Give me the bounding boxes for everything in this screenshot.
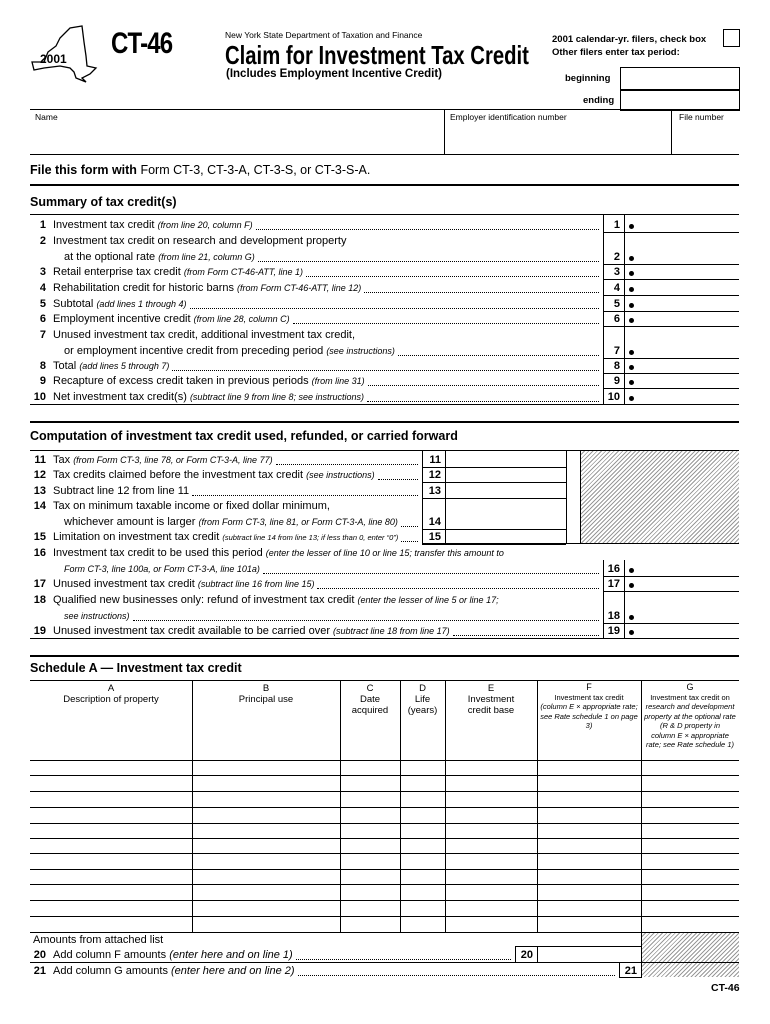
column-letter: E (487, 683, 495, 694)
schedule-a-cell[interactable] (341, 901, 400, 916)
schedule-a-cell[interactable] (31, 870, 192, 884)
schedule-a-cell[interactable] (341, 808, 400, 823)
schedule-a-cell[interactable] (642, 901, 739, 916)
leader-dots (453, 627, 599, 636)
amount-field-line-9[interactable] (624, 373, 739, 387)
line-number: 16 (33, 547, 46, 559)
line-note: (from Form CT-3, line 81, or Form CT-3-A, line 80) (198, 517, 398, 527)
schedule-a-cell[interactable] (341, 824, 400, 838)
line-label (64, 251, 255, 263)
line-label (53, 266, 303, 278)
line-number: 15 (33, 531, 46, 543)
box-number: 8 (613, 360, 620, 372)
box-number: 14 (428, 516, 441, 528)
agency-name: New York State Department of Taxation and Finance (225, 30, 423, 40)
column-caption: (years) (407, 705, 438, 716)
hatched-area-line21-g (642, 963, 739, 977)
leader-dots (298, 967, 615, 976)
line-note: (enter the lesser of line 5 or line 17; (357, 595, 499, 605)
column-caption: Investment (467, 694, 515, 705)
box-number: 4 (613, 282, 620, 294)
amount-field-line-8[interactable] (624, 358, 739, 372)
amount-field-line-1[interactable] (624, 217, 739, 231)
schedule-a-cell[interactable] (341, 870, 400, 884)
line-label (53, 235, 347, 247)
schedule-a-cell[interactable] (193, 870, 340, 884)
schedule-a-cell[interactable] (642, 776, 739, 791)
box-number: 18 (607, 610, 620, 622)
leader-dots (364, 284, 599, 293)
line-text: Subtract line 12 from line 11 (53, 485, 190, 497)
schedule-a-cell[interactable] (538, 917, 641, 932)
line-note: (subtract line 16 from line 15) (197, 579, 315, 589)
leader-dots (276, 456, 418, 465)
schedule-a-cell[interactable] (341, 839, 400, 853)
schedule-a-cell[interactable] (401, 824, 445, 838)
line-text: Investment tax credit to be used this period (53, 547, 263, 559)
schedule-a-cell[interactable] (642, 917, 739, 932)
line-text: Tax credits claimed before the investment tax credit (53, 469, 304, 481)
line-label (53, 531, 398, 543)
line-label (64, 516, 398, 528)
schedule-a-cell[interactable] (446, 901, 537, 916)
line-number: 8 (39, 360, 46, 372)
form-year: 2001 (40, 52, 67, 66)
line-number: 2 (39, 235, 46, 247)
box-number: 5 (613, 298, 620, 310)
column-caption: (R & D property in (659, 721, 721, 730)
schedule-a-cell[interactable] (401, 854, 445, 869)
name-label: Name (35, 112, 58, 122)
leader-dots (306, 268, 599, 277)
amount-field-line-16[interactable] (624, 561, 739, 575)
schedule-a-cell[interactable] (193, 761, 340, 775)
line-number: 11 (34, 454, 46, 466)
file-number-field[interactable] (672, 110, 739, 154)
line-label (53, 454, 273, 466)
attached-list-label: Amounts from attached list (33, 934, 164, 946)
line-text: Total (53, 360, 77, 372)
file-with-note (30, 163, 370, 177)
line-text: Investment tax credit (53, 219, 155, 231)
line-note: (from Form CT-46-ATT, line 12) (237, 283, 362, 293)
schedule-a-cell[interactable] (538, 870, 641, 884)
line-text: Add column F amounts (53, 949, 167, 961)
column-letter: D (419, 683, 426, 694)
hatched-area-computation (581, 451, 739, 543)
line-text: Unused investment tax credit (53, 578, 195, 590)
column-letter: A (107, 683, 115, 694)
line-label (53, 949, 293, 961)
line-note: (from line 20, column F) (157, 220, 253, 230)
line-text: Unused investment tax credit, additional investment tax credit, (53, 329, 356, 341)
schedule-a-cell[interactable] (401, 761, 445, 775)
ending-label: ending (583, 95, 615, 106)
column-caption: research and development (645, 702, 735, 711)
amount-field-line-20[interactable] (537, 947, 641, 961)
line-label (64, 563, 260, 575)
schedule-a-cell[interactable] (341, 885, 400, 900)
line-note: (see instructions) (306, 470, 375, 480)
leader-dots (258, 253, 599, 262)
line-number: 21 (33, 965, 46, 977)
schedule-a-cell[interactable] (341, 854, 400, 869)
line-text: Subtotal (53, 298, 94, 310)
schedule-a-cell[interactable] (446, 885, 537, 900)
line-label (53, 219, 253, 231)
amount-field-line-17[interactable] (624, 576, 739, 590)
summary-heading: Summary of tax credit(s) (30, 195, 177, 209)
form-subtitle: (Includes Employment Incentive Credit) (226, 68, 442, 80)
amount-field-line-13[interactable] (445, 483, 566, 497)
box-number: 15 (428, 531, 441, 543)
line-note: see instructions) (64, 611, 130, 621)
schedule-a-cell[interactable] (446, 917, 537, 932)
schedule-a-cell[interactable] (193, 885, 340, 900)
line-label (53, 547, 504, 559)
schedule-a-cell[interactable] (401, 808, 445, 823)
schedule-a-cell[interactable] (642, 761, 739, 775)
line-text: Recapture of excess credit taken in previous periods (53, 375, 309, 387)
amount-field-line-12[interactable] (445, 467, 566, 481)
box-number: 17 (607, 578, 620, 590)
line-number: 20 (33, 949, 46, 961)
column-caption: (column E × appropriate rate; (540, 702, 638, 711)
beginning-label: beginning (565, 73, 611, 84)
line-note: (from line 28, column C) (193, 314, 290, 324)
leader-dots (401, 533, 418, 542)
column-header-d (400, 683, 445, 716)
line-text: whichever amount is larger (64, 516, 196, 528)
line-number: 5 (39, 298, 46, 310)
line-text: Retail enterprise tax credit (53, 266, 181, 278)
box-number: 11 (429, 454, 441, 466)
leader-dots (367, 393, 599, 402)
line-label (53, 578, 314, 590)
line-text: at the optional rate (64, 251, 156, 263)
schedule-a-cell[interactable] (193, 839, 340, 853)
column-caption: Life (414, 694, 431, 705)
line-label (53, 469, 375, 481)
schedule-a-cell[interactable] (31, 792, 192, 807)
schedule-a-cell[interactable] (446, 792, 537, 807)
amount-field-line-18[interactable] (624, 608, 739, 622)
schedule-a-cell[interactable] (31, 901, 192, 916)
line-note: Form CT-3, line 100a, or Form CT-3-A, line 101a) (64, 564, 260, 574)
schedule-a-cell[interactable] (31, 854, 192, 869)
schedule-a-cell[interactable] (538, 776, 641, 791)
line-number: 6 (39, 313, 46, 325)
line-label (53, 594, 499, 606)
box-number: 1 (613, 219, 620, 231)
column-caption: acquired (351, 705, 389, 716)
leader-dots (401, 518, 418, 527)
line-number: 17 (33, 578, 46, 590)
line-number: 14 (33, 500, 46, 512)
schedule-a-cell[interactable] (642, 808, 739, 823)
schedule-a-cell[interactable] (31, 776, 192, 791)
box-number: 20 (520, 949, 533, 961)
schedule-a-cell[interactable] (446, 854, 537, 869)
schedule-a-cell[interactable] (538, 761, 641, 775)
line-text: Employment incentive credit (53, 313, 191, 325)
schedule-a-cell[interactable] (642, 824, 739, 838)
amount-field-line-10[interactable] (624, 389, 739, 403)
column-caption: Principal use (238, 694, 294, 705)
schedule-a-cell[interactable] (538, 854, 641, 869)
schedule-a-cell[interactable] (446, 839, 537, 853)
leader-dots (296, 951, 511, 960)
schedule-a-cell[interactable] (341, 917, 400, 932)
line-text: Add column G amounts (53, 965, 168, 977)
column-caption: see Rate schedule 1 on page 3) (540, 711, 638, 730)
line-label (64, 345, 395, 357)
line-note: (from Form CT-3, line 78, or Form CT-3-A, line 77) (73, 455, 273, 465)
column-caption: property at the optional rate (644, 711, 736, 721)
line-text: Unused investment tax credit available to be carried over (53, 625, 330, 637)
schedule-a-cell[interactable] (538, 808, 641, 823)
file-with-forms: Form CT-3, CT-3-A, CT-3-S, or CT-3-S-A. (140, 163, 371, 177)
line-label (53, 375, 365, 387)
line-number: 7 (39, 329, 46, 341)
schedule-a-cell[interactable] (31, 839, 192, 853)
line-number: 19 (33, 625, 46, 637)
column-caption: Investment tax credit on (650, 692, 730, 702)
schedule-a-cell[interactable] (341, 776, 400, 791)
box-number: 7 (613, 345, 620, 357)
schedule-a-cell[interactable] (538, 824, 641, 838)
column-caption: Description of property (63, 694, 159, 705)
column-header-g (641, 683, 739, 750)
leader-dots (368, 377, 599, 386)
amount-field-line-3[interactable] (624, 264, 739, 278)
line-text: or employment incentive credit from preceding period (64, 345, 324, 357)
schedule-a-cell[interactable] (193, 808, 340, 823)
column-caption: Date (359, 694, 381, 705)
box-number: 3 (613, 266, 620, 278)
line-note: (from line 31) (311, 376, 365, 386)
line-text: Qualified new businesses only: refund of investment tax credit (53, 594, 355, 606)
box-number: 16 (607, 563, 620, 575)
line-note: (subtract line 14 from line 13; if less than 0, enter “0”) (222, 533, 399, 542)
line-number: 3 (39, 266, 46, 278)
line-note: (enter here and on line 1) (169, 949, 293, 961)
amount-field-line-5[interactable] (624, 296, 739, 310)
box-number: 6 (613, 313, 620, 325)
amount-field-line-14[interactable] (445, 514, 566, 528)
leader-dots (256, 221, 599, 230)
amount-field-line-19[interactable] (624, 623, 739, 637)
schedule-a-cell[interactable] (31, 917, 192, 932)
period-beginning-field[interactable] (620, 67, 740, 91)
computation-heading: Computation of investment tax credit used, refunded, or carried forward (30, 429, 458, 443)
leader-dots (190, 300, 599, 309)
line-note: (subtract line 9 from line 8; see instructions) (189, 392, 365, 402)
schedule-a-cell[interactable] (538, 901, 641, 916)
schedule-a-cell[interactable] (446, 761, 537, 775)
line-text: Net investment tax credit(s) (53, 391, 187, 403)
other-filers-label: Other filers enter tax period: (552, 47, 680, 58)
line-number: 9 (39, 375, 46, 387)
schedule-a-cell[interactable] (538, 792, 641, 807)
period-ending-field[interactable] (620, 89, 740, 111)
line-label (53, 391, 364, 403)
leader-dots (317, 580, 599, 589)
schedule-a-cell[interactable] (642, 839, 739, 853)
line-text: Tax (53, 454, 71, 466)
line-label (64, 610, 130, 622)
line-label (53, 298, 187, 310)
line-note: (see instructions) (326, 346, 395, 356)
schedule-a-cell[interactable] (401, 870, 445, 884)
column-header-f (537, 683, 641, 731)
leader-dots (133, 612, 599, 621)
schedule-a-cell[interactable] (193, 917, 340, 932)
schedule-a-cell[interactable] (401, 917, 445, 932)
box-number: 19 (607, 625, 620, 637)
column-caption: column E × appropriate (651, 730, 729, 740)
column-header-e (445, 683, 537, 716)
line-text: Tax on minimum taxable income or fixed dollar minimum, (53, 500, 330, 512)
line-number: 1 (39, 219, 46, 231)
schedule-a-cell[interactable] (31, 885, 192, 900)
line-text: Investment tax credit on research and development property (53, 235, 347, 247)
column-header-b (192, 683, 340, 705)
line-note: (subtract line 18 from line 17) (333, 626, 450, 636)
hatched-area-line20-g (642, 933, 739, 962)
box-number: 2 (613, 251, 620, 263)
line-number: 4 (39, 282, 46, 294)
schedule-a-heading: Schedule A — Investment tax credit (30, 661, 242, 675)
column-letter: F (586, 682, 592, 692)
schedule-a-cell[interactable] (642, 885, 739, 900)
line-note: (from Form CT-46-ATT, line 1) (183, 267, 304, 277)
leader-dots (263, 565, 599, 574)
file-number-label: File number (679, 112, 724, 122)
calendar-filers-label: 2001 calendar-yr. filers, check box (552, 34, 707, 45)
schedule-a-cell[interactable] (642, 854, 739, 869)
schedule-a-cell[interactable] (193, 901, 340, 916)
amount-field-line-7[interactable] (624, 343, 739, 357)
line-note: (enter here and on line 2) (171, 965, 295, 977)
schedule-a-cell[interactable] (401, 901, 445, 916)
column-caption: credit base (467, 705, 515, 716)
line-label (53, 360, 169, 372)
amount-field-line-2[interactable] (624, 249, 739, 263)
line-note: (enter the lesser of line 10 or line 15; transfer this amount to (265, 548, 504, 558)
file-with-bold: File this form with (30, 163, 137, 177)
line-number: 18 (33, 594, 46, 606)
line-note: (add lines 5 through 7) (79, 361, 170, 371)
schedule-a-cell[interactable] (538, 885, 641, 900)
line-label (53, 313, 290, 325)
leader-dots (398, 347, 599, 356)
line-number: 10 (33, 391, 46, 403)
ein-label: Employer identification number (450, 112, 567, 122)
schedule-a-cell[interactable] (341, 792, 400, 807)
column-letter: G (686, 682, 694, 692)
schedule-a-cell[interactable] (31, 761, 192, 775)
line-note: (add lines 1 through 4) (96, 299, 187, 309)
schedule-a-cell[interactable] (341, 761, 400, 775)
leader-dots (192, 487, 418, 496)
footer-form-id: CT-46 (711, 982, 740, 994)
line-label (53, 965, 295, 977)
schedule-a-cell[interactable] (401, 885, 445, 900)
schedule-a-cell[interactable] (401, 792, 445, 807)
column-letter: C (366, 683, 374, 694)
line-number: 13 (33, 485, 46, 497)
schedule-a-cell[interactable] (193, 824, 340, 838)
schedule-a-cell[interactable] (31, 824, 192, 838)
form-title: Claim for Investment Tax Credit (225, 40, 529, 70)
line-label (53, 282, 361, 294)
box-number: 9 (613, 375, 620, 387)
form-id: CT-46 (111, 27, 173, 60)
line-label (53, 485, 189, 497)
line-number: 12 (33, 469, 46, 481)
schedule-a-cell[interactable] (642, 870, 739, 884)
amount-field-line-4[interactable] (624, 280, 739, 294)
leader-dots (293, 315, 599, 324)
name-field[interactable] (30, 110, 444, 154)
column-letter: B (262, 683, 270, 694)
schedule-a-cell[interactable] (193, 776, 340, 791)
line-label (53, 500, 330, 512)
schedule-a-cell[interactable] (446, 776, 537, 791)
schedule-a-cell[interactable] (446, 824, 537, 838)
leader-dots (378, 471, 418, 480)
amount-field-line-11[interactable] (445, 452, 566, 466)
schedule-a-cell[interactable] (642, 792, 739, 807)
schedule-a-cell[interactable] (538, 839, 641, 853)
schedule-a-cell[interactable] (401, 839, 445, 853)
schedule-a-cell[interactable] (446, 870, 537, 884)
leader-dots (172, 362, 599, 371)
amount-field-line-6[interactable] (624, 311, 739, 325)
column-caption: rate; see Rate schedule 1) (646, 740, 734, 749)
column-caption: Investment tax credit (554, 692, 624, 702)
schedule-a-cell[interactable] (31, 808, 192, 823)
line-text: Limitation on investment tax credit (53, 531, 220, 543)
column-header-a (30, 683, 192, 705)
line-label (53, 625, 450, 637)
box-number: 21 (624, 965, 637, 977)
schedule-a-cell[interactable] (193, 854, 340, 869)
column-header-c (340, 683, 400, 716)
schedule-a-cell[interactable] (446, 808, 537, 823)
box-number: 12 (428, 469, 441, 481)
line-text: Rehabilitation credit for historic barns (53, 282, 234, 294)
schedule-a-cell[interactable] (401, 776, 445, 791)
line-note: (from line 21, column G) (158, 252, 255, 262)
calendar-year-checkbox[interactable] (723, 29, 740, 47)
line-label (53, 329, 355, 341)
amount-field-line-15[interactable] (445, 529, 566, 543)
schedule-a-cell[interactable] (193, 792, 340, 807)
box-number: 13 (428, 485, 441, 497)
ein-field[interactable] (445, 110, 671, 154)
box-number: 10 (607, 391, 620, 403)
